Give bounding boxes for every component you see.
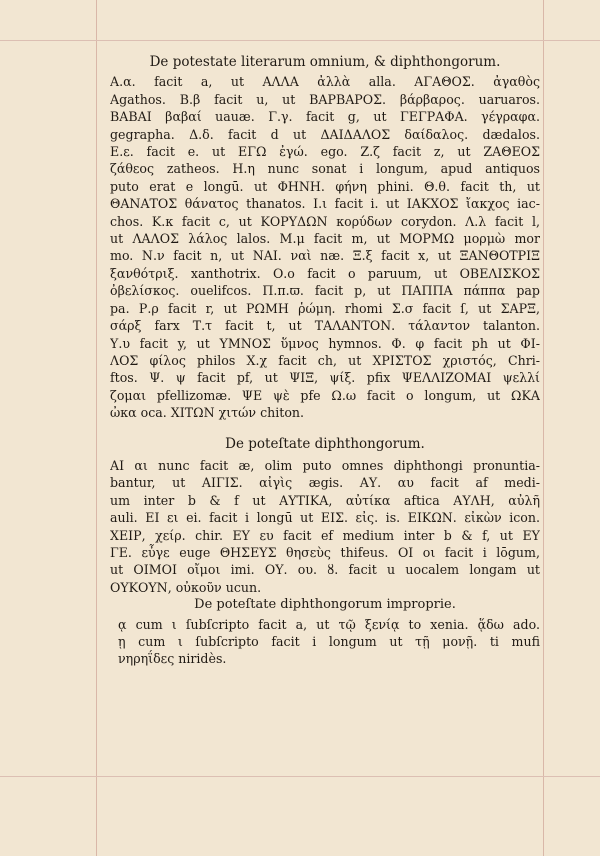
text-line: ΟΥΚΟΥΝ, οὐκοῦν ucun. — [110, 579, 262, 595]
text-line: ὠκα oca. ΧΙΤΩΝ χιτών chiton. — [110, 405, 305, 421]
text-line: ΛΟΣ φίλος philos Χ.χ facit ch, ut ΧΡΙΣΤΟΣ χριστός, Chri- — [110, 352, 540, 368]
text-line: ut ΛΑΛΟΣ λάλος lalos. Μ.μ facit m, ut ΜΟΡΜΩ μορμὼ mor — [110, 231, 540, 247]
text-line: ῃ cum ι ſubſcripto facit i longum ut τῇ μονῇ. ti mufi — [118, 634, 540, 649]
margin-rule-right — [543, 0, 544, 856]
text-line: νηρηΐδες niridès. — [118, 651, 227, 667]
text-line: ΘΑΝΑΤΟΣ θάνατος thanatos. Ι.ι facit i. ut ΙΑΚΧΟΣ ἴακχος iac- — [110, 196, 540, 212]
text-line: puto erat e longū. ut ΦΗΝΗ. φήνη phini. Θ.θ. facit th, ut — [110, 178, 540, 194]
section-heading-diphthongs: De poteſtate diphthongorum. — [225, 435, 425, 452]
margin-rule-top — [0, 40, 600, 41]
text-line: mo. Ν.ν facit n, ut ΝΑΙ. ναὶ næ. Ξ.ξ facit x, ut ΞΑΝΘΟΤΡΙΞ — [110, 248, 540, 264]
text-block — [110, 54, 540, 668]
text-line: ftos. Ψ. ψ facit pf, ut ΨΙΞ, ψίξ. pfix ΨΕΛΛΙΖΟΜΑΙ ψελλί — [110, 370, 540, 386]
margin-rule-left — [96, 0, 97, 856]
text-line: Ε.ε. facit e. ut ΕΓΩ ἐγώ. ego. Ζ.ζ facit z, ut ΖΑΘΕΟΣ — [110, 144, 540, 160]
text-line: ζομαι pfellizomæ. ΨΕ ψὲ pfe Ω.ω facit o longum, ut ΩΚΑ — [110, 387, 540, 403]
text-line: um inter b & f ut ΑΥΤΙΚΑ, αὐτίκα aftica ΑΥΛΗ, αὐλῆ — [110, 492, 540, 508]
text-line: pa. Ρ.ρ facit r, ut ΡΩΜΗ ῥώμη. rhomi Σ.σ facit ſ, ut ΣΑΡΞ, — [110, 300, 540, 316]
text-line: ζάθεος zatheos. Η.η nunc sonat i longum, apud antiquos — [110, 161, 540, 177]
text-line: ΑΙ αι nunc facit æ, olim puto omnes diphthongi pronuntia- — [110, 457, 540, 473]
margin-rule-bottom — [0, 776, 600, 777]
text-line: Υ.υ facit y, ut ΥΜΝΟΣ ὕμνος hymnos. Φ. φ facit ph ut ΦΙ- — [110, 335, 540, 351]
text-line: ὀβελίσκος. ouelifcos. Π.π.ϖ. facit p, ut ΠΑΠΠΑ πάππα pap — [110, 283, 540, 299]
text-line: ΧΕΙΡ, χείρ. chir. ΕΥ ευ facit ef medium inter b & f, ut ΕΥ — [110, 527, 540, 543]
text-line: gegrapha. Δ.δ. facit d ut ΔΑΙΔΑΛΟΣ δαίδαλος. dædalos. — [110, 126, 540, 142]
text-line: bantur, ut ΑΙΓΙΣ. αἰγὶς ægis. ΑΥ. αυ facit af medi- — [110, 475, 540, 491]
text-line: ut ΟΙΜΟΙ οἴμοι imi. ΟΥ. ου. ȣ. facit u uocalem longam ut — [110, 562, 540, 578]
page-title: De potestate literarum omnium, & diphthongorum. — [149, 54, 501, 70]
text-line: chos. Κ.κ facit c, ut ΚΟΡΥΔΩΝ κορύδων corydon. Λ.λ facit l, — [110, 213, 540, 229]
section-heading-improper-diphthongs: De poteſtate diphthongorum improprie. — [194, 597, 456, 613]
text-line: A.α. facit a, ut ΑΛΛΑ ἀλλὰ alla. ΑΓΑΘΟΣ. ἀγαθὸς — [110, 74, 540, 90]
text-line: ΓΕ. εὖγε euge ΘΗΣΕΥΣ θησεὺς thifeus. ΟΙ οι facit i lōgum, — [110, 544, 540, 560]
text-line: Agathos. Β.β facit u, ut ΒΑΡΒΑΡΟΣ. βάρβαρος. uaruaros. — [110, 91, 540, 107]
text-line: σάρξ farx Τ.τ facit t, ut ΤΑΛΑΝΤΟΝ. τάλαντον talanton. — [110, 318, 540, 334]
text-line: ΒΑΒΑΙ βαβαί uauæ. Γ.γ. facit g, ut ΓΕΓΡΑΦΑ. γέγραφα. — [110, 109, 540, 125]
text-line: ξανθότριξ. xanthotrix. Ο.ο facit o paruum, ut ΟΒΕΛΙΣΚΟΣ — [110, 265, 540, 281]
text-line: ᾳ cum ι ſubſcripto facit a, ut τῷ ξενίᾳ to xenia. ᾅδω ado. — [118, 616, 540, 632]
text-line: auli. ΕΙ ει ei. facit i longū ut ΕΙΣ. εἰς. is. ΕΙΚΩΝ. εἰκὼν icon. — [110, 510, 540, 526]
